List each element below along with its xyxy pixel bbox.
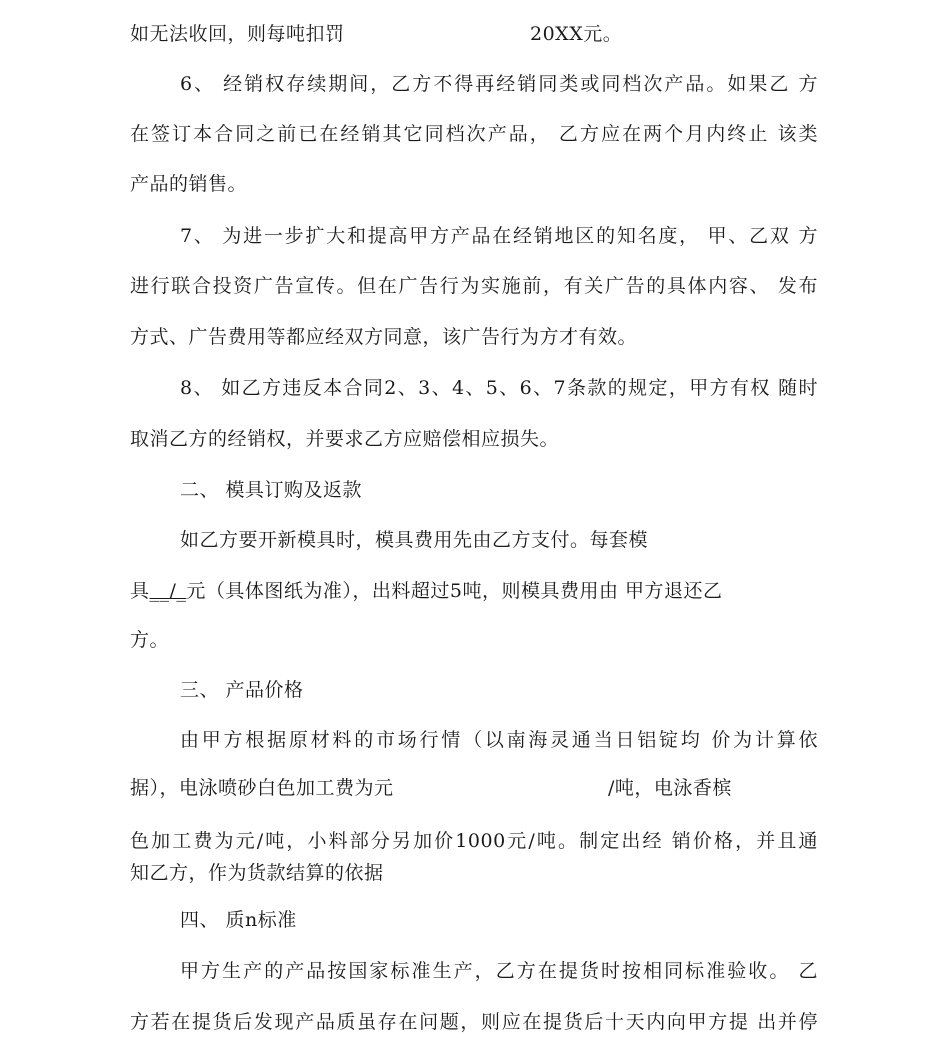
section-3-line-3: 色加工费为元/吨，小料部分另加价1000元/吨。制定出经 销价格，并且通 <box>130 830 818 852</box>
section-2-line-3: 方。 <box>130 629 170 651</box>
clause-7-line-1: 7、 为进一步扩大和提高甲方产品在经销地区的知名度， 甲、乙双 方 <box>180 225 818 247</box>
section-4-line-2: 方若在提货后发现产品质虽存在问题，则应在提货后十天内向甲方提 出并停 <box>130 1011 818 1033</box>
section-4-line-1: 甲方生产的产品按国家标准生产，乙方在提货时按相同标准验收。 乙 <box>180 960 818 982</box>
clause-7-line-2: 进行联合投资广告宣传。但在广告行为实施前，有关广告的具体内容、 发布 <box>130 275 818 297</box>
clause-8-line-1: 8、 如乙方违反本合同2、3、4、5、6、7条款的规定，甲方有权 随时 <box>180 377 818 399</box>
text-ju: 具 <box>130 580 150 602</box>
text-mold-terms: 元（具体图纸为准），出料超过5吨，则模具费用由 甲方退还乙 <box>186 580 723 602</box>
section-2-line-2 <box>130 579 723 603</box>
clause-6-line-3: 产品的销售。 <box>130 173 248 195</box>
clause-6-line-1: 6、 经销权存续期间，乙方不得再经销同类或同档次产品。如果乙 方 <box>180 73 818 95</box>
mold-price-blank: __/_ <box>149 580 187 602</box>
clause-6-line-2: 在签订本合同之前已在经销其它同档次产品， 乙方应在两个月内终止 该类 <box>130 123 818 145</box>
section-3-line-1: 由甲方根据原材料的市场行情（以南海灵通当日铝锭均 价为计算依 <box>180 729 818 751</box>
section-3-line-4: 知乙方，作为货款结算的依据 <box>130 862 384 884</box>
clause-7-line-3: 方式、广告费用等都应经双方同意，该广告行为方才有效。 <box>130 326 638 348</box>
section-2-heading: 二、 模具订购及返款 <box>180 479 363 501</box>
text-line-1b: 20XX元。 <box>530 23 623 45</box>
section-3-heading: 三、 产品价格 <box>180 679 304 701</box>
text-line-1a: 如无法收回，则每吨扣罚 <box>130 23 345 45</box>
section-4-heading: 四、 质n标准 <box>180 909 297 931</box>
section-2-line-1: 如乙方要开新模具时，模具费用先由乙方支付。每套模 <box>180 529 649 551</box>
section-3-line-2b: /吨，电泳香槟 <box>608 777 732 799</box>
clause-8-line-2: 取消乙方的经销权，并要求乙方应赔偿相应损失。 <box>130 428 560 450</box>
section-3-line-2a: 据），电泳喷砂白色加工费为元 <box>130 777 394 799</box>
